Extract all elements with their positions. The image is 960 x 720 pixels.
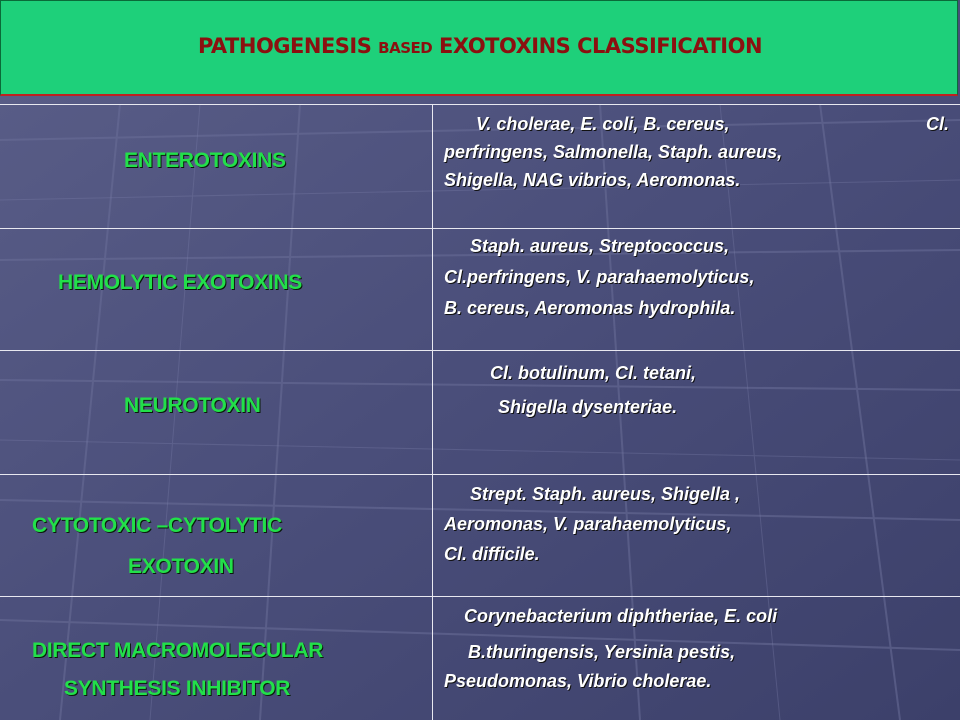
title-banner bbox=[0, 0, 958, 96]
organism-line: Staph. aureus, Streptococcus, bbox=[470, 236, 730, 256]
organism-line: B.thuringensis, Yersinia pestis, bbox=[468, 642, 736, 662]
organism-line: Shigella dysenteriae. bbox=[498, 397, 678, 417]
organism-line: Cl.perfringens, V. parahaemolyticus, bbox=[444, 267, 755, 287]
organism-line: perfringens, Salmonella, Staph. aureus, bbox=[444, 142, 783, 162]
organism-line: Cl. bbox=[926, 114, 950, 134]
exotoxin-type: ENTEROTOXINS bbox=[124, 149, 286, 172]
slide-title: PATHOGENESIS BASED EXOTOXINS CLASSIFICATION bbox=[197, 34, 763, 58]
exotoxin-type: CYTOTOXIC –CYTOLYTIC bbox=[32, 514, 282, 537]
exotoxin-type: SYNTHESIS INHIBITOR bbox=[64, 677, 291, 700]
column-divider bbox=[432, 104, 433, 720]
organism-line: B. cereus, Aeromonas hydrophila. bbox=[444, 298, 736, 318]
organism-line: Shigella, NAG vibrios, Aeromonas. bbox=[444, 170, 741, 190]
organism-line: Aeromonas, V. parahaemolyticus, bbox=[444, 514, 732, 534]
exotoxin-type: DIRECT MACROMOLECULAR bbox=[32, 639, 324, 662]
exotoxin-type: NEUROTOXIN bbox=[124, 394, 261, 417]
exotoxin-type: HEMOLYTIC EXOTOXINS bbox=[58, 271, 303, 294]
organism-line: Corynebacterium diphtheriae, E. coli bbox=[464, 606, 778, 626]
organism-line: Cl. difficile. bbox=[444, 544, 540, 564]
exotoxin-type: EXOTOXIN bbox=[128, 555, 234, 578]
organism-line: V. cholerae, E. coli, B. cereus, bbox=[476, 114, 730, 134]
organism-line: Strept. Staph. aureus, Shigella , bbox=[470, 484, 741, 504]
organism-line: Cl. botulinum, Cl. tetani, bbox=[490, 363, 696, 383]
organism-line: Pseudomonas, Vibrio cholerae. bbox=[444, 671, 712, 691]
